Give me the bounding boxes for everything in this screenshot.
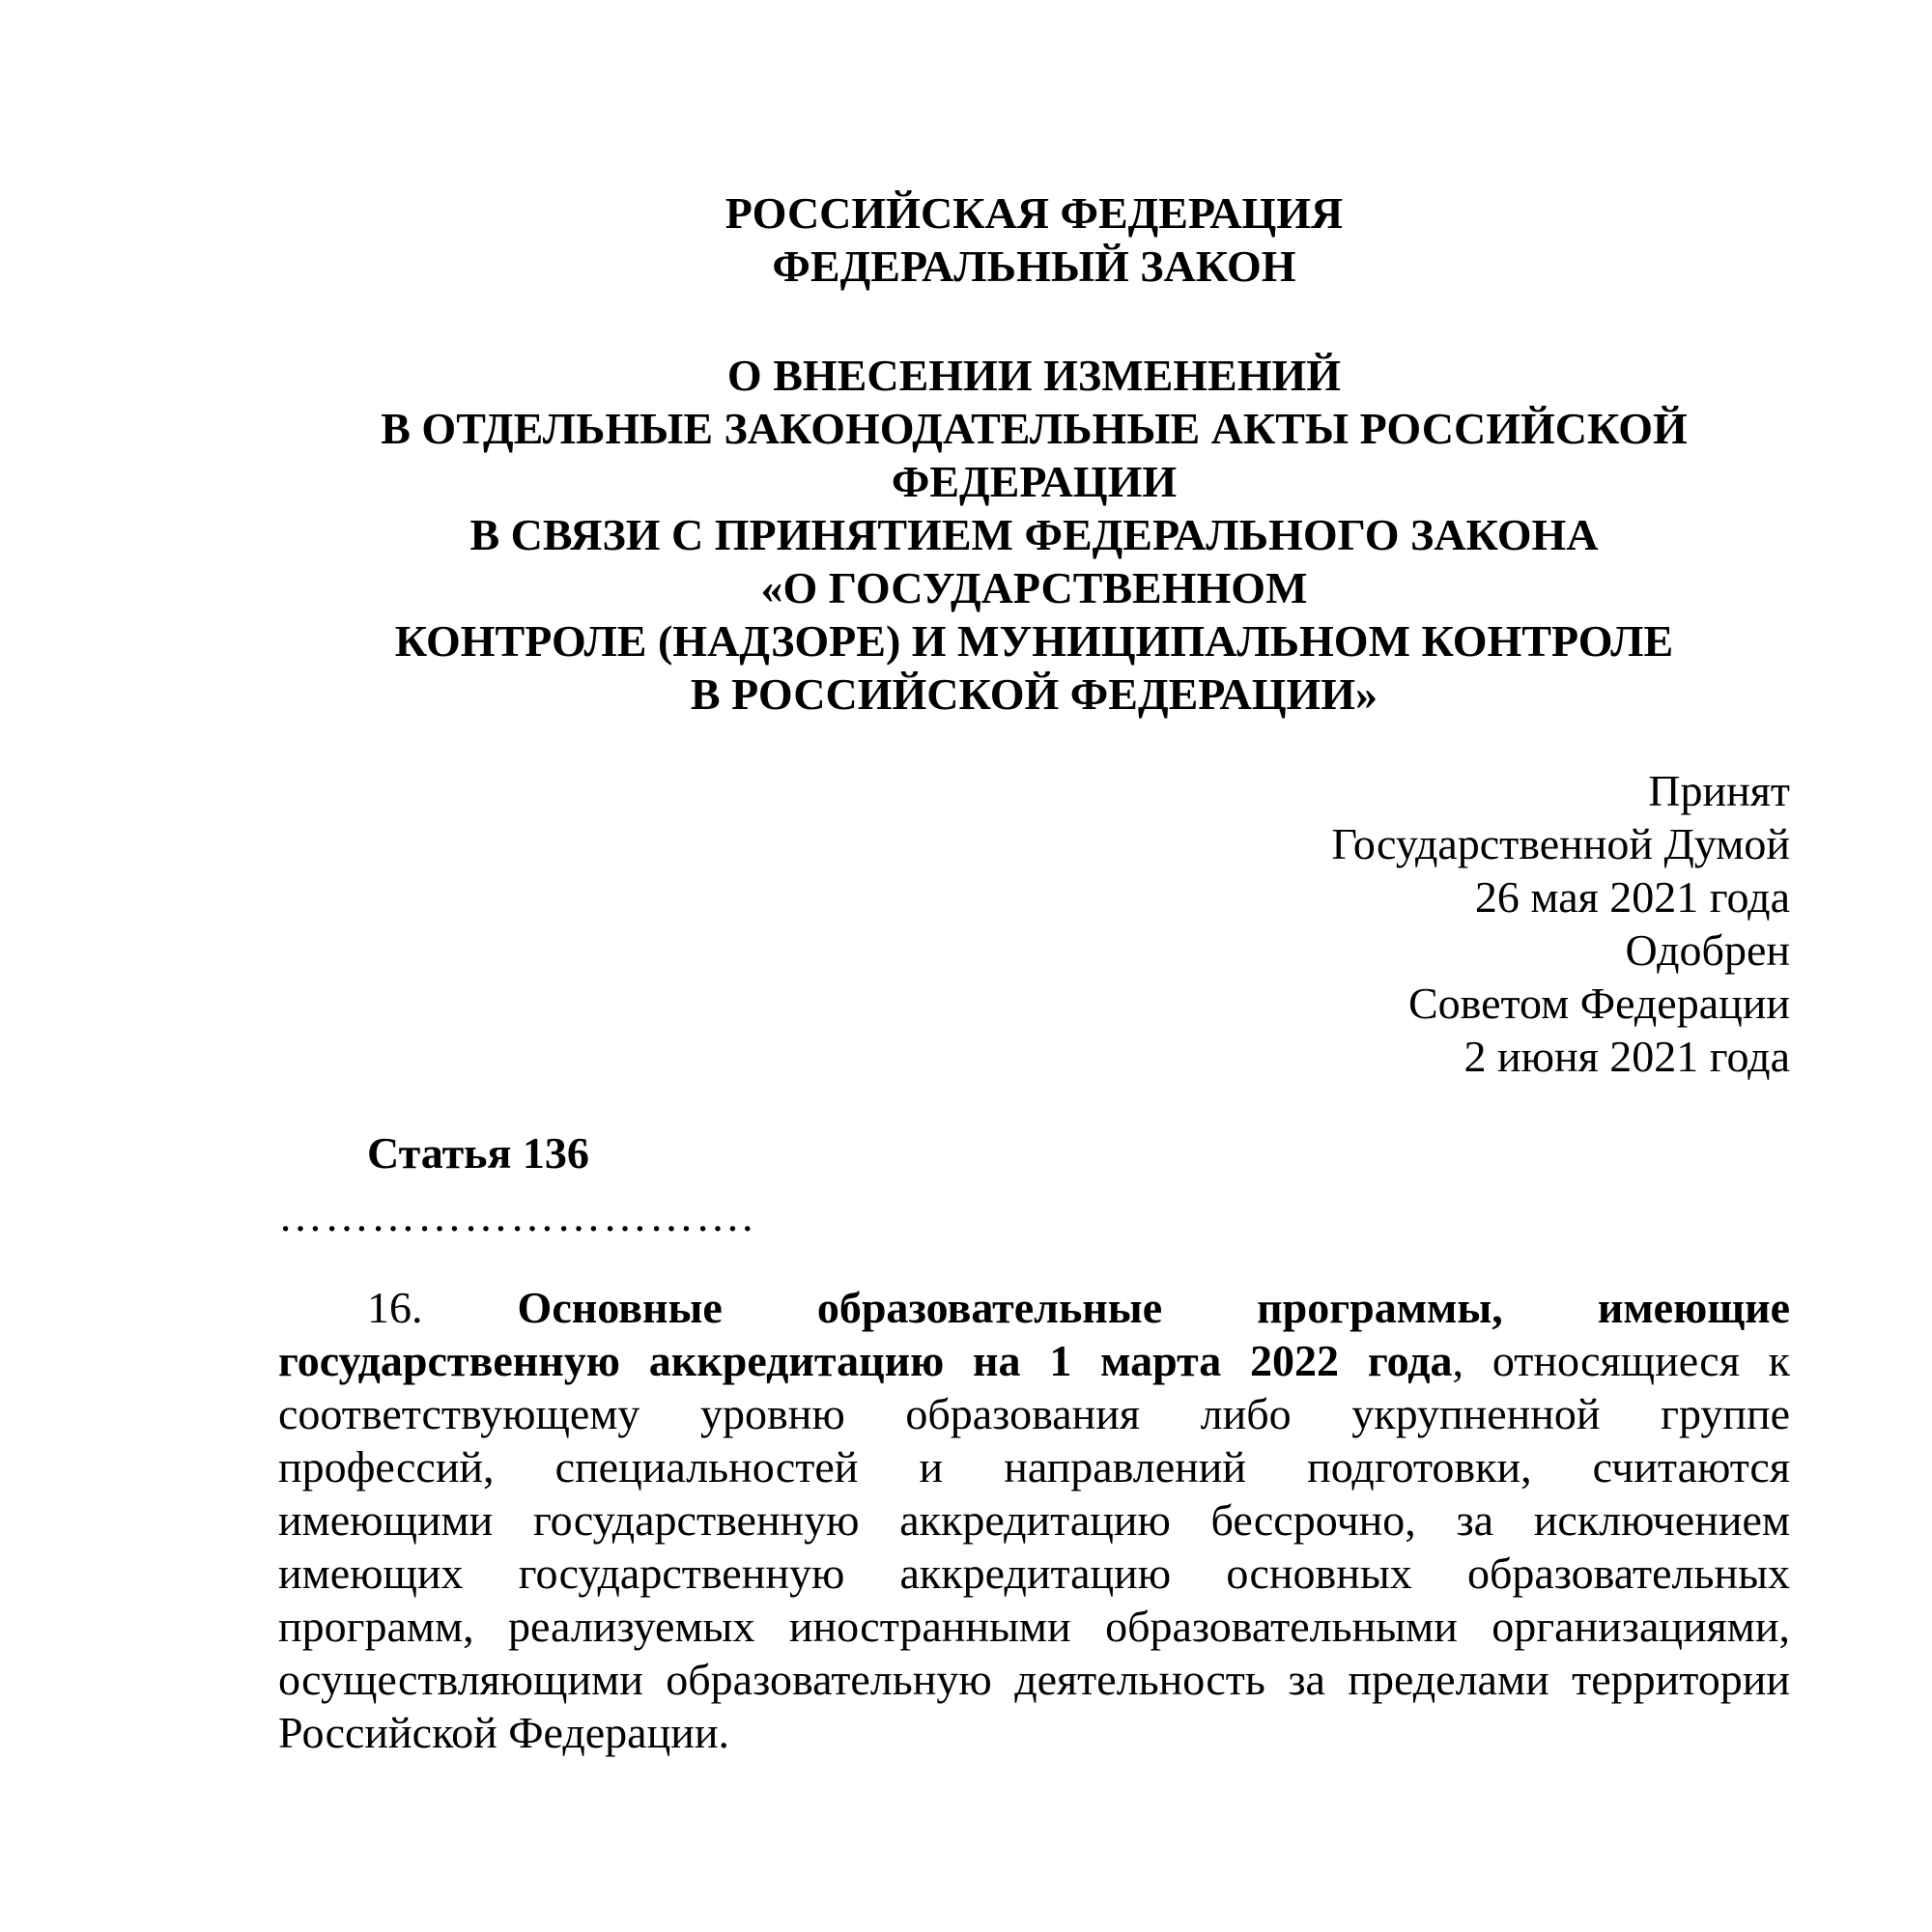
adoption-info [278,764,1790,1083]
paragraph-16 [278,1281,1790,1759]
adoption-info-line: 26 мая 2021 года [1474,872,1790,922]
paragraph-16-line [278,1600,1790,1653]
ellipsis-omission-line: …………………………. [278,1191,755,1240]
paragraph-16-bold-segment: Основные образовательные программы, имеющие [517,1283,1790,1332]
law-subject-line: В СВЯЗИ С ПРИНЯТИЕМ ФЕДЕРАЛЬНОГО ЗАКОНА [469,510,1599,559]
paragraph-16-line [278,1706,1790,1759]
law-subject-line: КОНТРОЛЕ (НАДЗОРЕ) И МУНИЦИПАЛЬНОМ КОНТРОЛЕ [394,616,1674,666]
paragraph-16-segment: Российской Федерации. [278,1708,729,1757]
paragraph-16-line [278,1334,1790,1387]
article-heading: Статья 136 [367,1128,589,1178]
paragraph-16-line [278,1387,1790,1440]
paragraph-16-line [278,1653,1790,1706]
paragraph-16-segment: профессий, специальностей и направлений подготовки, считаются [278,1442,1790,1492]
paragraph-16-line [278,1547,1790,1600]
law-title-line: РОССИЙСКАЯ ФЕДЕРАЦИЯ [724,188,1344,238]
paragraph-16-segment: программ, реализуемых иностранными образовательными организациями, [278,1602,1790,1651]
paragraph-16-segment: осуществляющими образовательную деятельность за пределами территории [278,1655,1790,1704]
paragraph-16-segment: имеющими государственную аккредитацию бессрочно, за исключением [278,1495,1790,1545]
paragraph-16-bold-segment: государственную аккредитацию на 1 марта 2022 года [278,1336,1453,1385]
law-title-line: ФЕДЕРАЛЬНЫЙ ЗАКОН [772,242,1296,291]
law-subject-line: ФЕДЕРАЦИИ [891,457,1178,506]
adoption-info-line: Государственной Думой [1331,819,1790,868]
paragraph-16-segment: имеющих государственную аккредитацию основных образовательных [278,1548,1790,1598]
adoption-info-line: Принят [1648,766,1790,815]
paragraph-16-line [278,1440,1790,1493]
paragraph-16-line [278,1281,1790,1334]
adoption-info-line: Одобрен [1625,925,1790,975]
law-subject-line: «О ГОСУДАРСТВЕННОМ [760,563,1308,612]
law-title [278,186,1790,293]
law-subject-heading [278,349,1790,721]
paragraph-16-segment: , относящиеся к [1452,1336,1790,1385]
law-subject-line: О ВНЕСЕНИИ ИЗМЕНЕНИЙ [726,351,1342,400]
adoption-info-line: 2 июня 2021 года [1463,1032,1790,1081]
adoption-info-line: Советом Федерации [1407,979,1790,1028]
paragraph-16-segment: соответствующему уровню образования либо укрупненной группе [278,1389,1790,1438]
law-subject-line: В ОТДЕЛЬНЫЕ ЗАКОНОДАТЕЛЬНЫЕ АКТЫ РОССИЙСКОЙ [381,404,1688,453]
paragraph-16-segment: 16. [367,1283,518,1332]
law-subject-line: В РОССИЙСКОЙ ФЕДЕРАЦИИ» [690,669,1378,719]
paragraph-16-line [278,1493,1790,1547]
